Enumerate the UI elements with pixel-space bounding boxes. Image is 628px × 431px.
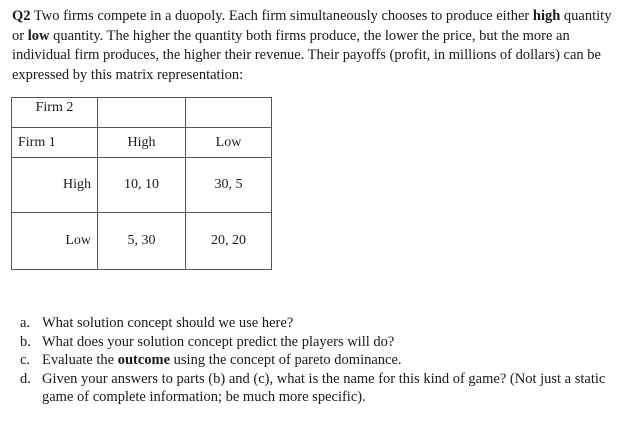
question-item-a xyxy=(12,314,618,333)
firm1-label: Firm 1 xyxy=(12,128,98,158)
payoff-low-low: 20, 20 xyxy=(186,213,272,270)
intro-bold-high: high xyxy=(532,8,561,24)
question-number: Q2 xyxy=(12,8,31,24)
col-header-high: High xyxy=(98,128,186,158)
matrix-header-row xyxy=(12,128,272,158)
question-letter: c. xyxy=(20,352,31,368)
intro-bold-low: low xyxy=(27,27,50,44)
question-text-pre: Evaluate the xyxy=(42,352,118,368)
intro-text-3: quantity. The higher the quantity both firms produce, the lower the price, but the more an individual firm produces, the higher their revenue. Their payoffs (profit, in millions of dollars) can be expressed by this matrix representation: xyxy=(12,27,601,83)
payoff-high-low: 30, 5 xyxy=(186,158,272,213)
question-item-c xyxy=(12,351,618,370)
matrix-row-low xyxy=(12,213,272,270)
intro-text-2: quantity or xyxy=(12,8,612,44)
question-letter: d. xyxy=(20,370,31,387)
matrix-empty-cell xyxy=(98,98,186,128)
intro-text-1: Two firms compete in a duopoly. Each firm simultaneously chooses to produce either xyxy=(30,8,533,24)
matrix-empty-cell xyxy=(186,98,272,128)
question-letter: a. xyxy=(20,315,31,331)
question-intro xyxy=(12,7,618,85)
payoff-matrix xyxy=(11,97,272,270)
row-label-low: Low xyxy=(12,213,98,270)
question-text: Given your answers to parts (b) and (c), what is the name for this kind of game? (Not just a static game of complete information; be much more specific). xyxy=(42,370,606,405)
matrix-row-high xyxy=(12,158,272,213)
question-letter: b. xyxy=(20,333,31,350)
payoff-high-high: 10, 10 xyxy=(98,158,186,213)
matrix-row-firm2 xyxy=(12,98,272,128)
question-text: What solution concept should we use here? xyxy=(42,315,294,331)
col-header-low: Low xyxy=(186,128,272,158)
row-label-high: High xyxy=(12,158,98,213)
question-text: What does your solution concept predict the players will do? xyxy=(42,333,395,350)
question-list xyxy=(12,314,618,407)
firm2-label: Firm 2 xyxy=(12,98,98,128)
question-item-b xyxy=(12,333,618,352)
question-bold-outcome: outcome xyxy=(117,352,171,368)
payoff-low-high: 5, 30 xyxy=(98,213,186,270)
question-item-d xyxy=(12,370,618,407)
question-text-post: using the concept of pareto dominance. xyxy=(170,352,402,368)
